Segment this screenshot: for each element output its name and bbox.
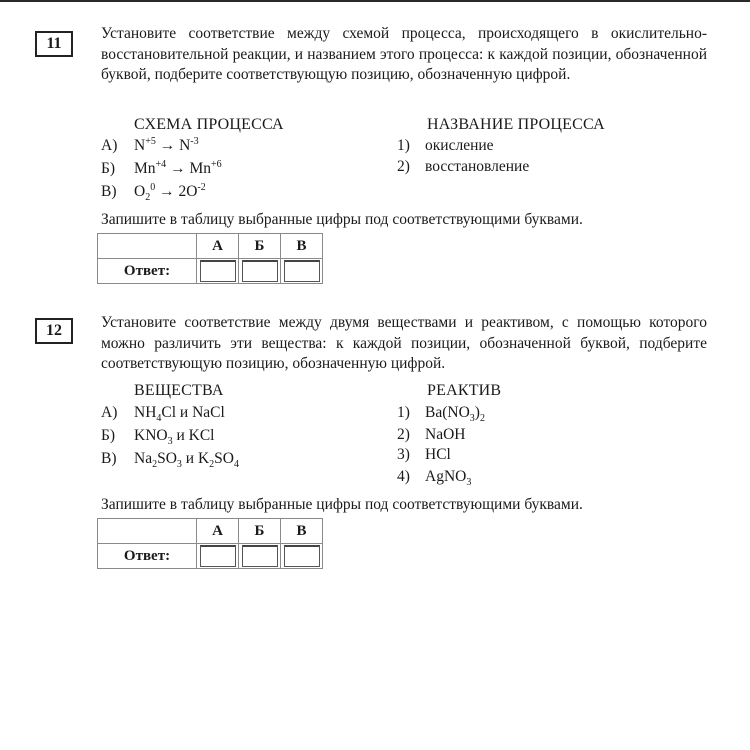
column-header: Б [239, 519, 281, 544]
substance-formula: $KNO_3$ и KCl [134, 427, 215, 448]
task-prompt: Установите соответствие между двумя веществами и реактивом, с помощью которого можно различить эти вещества: к каждой позиции, обозначенной буквой, подберите соответствующую позицию, обозначенную цифрой. [101, 314, 707, 372]
answer-table [97, 233, 323, 284]
reagent-formula: AgNO$_3$ [425, 468, 472, 489]
column-header: В [281, 234, 323, 259]
scheme-item: А) $N^{+5} \to N^{-3}$ [101, 135, 199, 154]
scheme-formula: $O_2^0 \to 2O^{-2}$ [134, 181, 206, 204]
answer-table [97, 518, 323, 569]
left-column-header: ВЕЩЕСТВА [134, 382, 224, 399]
column-header: А [197, 234, 239, 259]
answer-cell[interactable] [284, 545, 320, 567]
task-number: 11 [35, 31, 73, 57]
task-number: 12 [35, 318, 73, 344]
scheme-item: В) $O_2^0 \to 2O^{-2}$ [101, 181, 206, 204]
reagent-item: 4) AgNO$_3$ [397, 468, 472, 489]
right-column-header: РЕАКТИВ [427, 382, 502, 399]
scheme-formula: $N^{+5} \to N^{-3}$ [134, 135, 199, 154]
instruction: Запишите в таблицу выбранные цифры под соответствующими буквами. [101, 211, 583, 228]
substance-item: В) $Na_2SO_3$ и $K_2SO_4$ [101, 450, 239, 471]
column-header: Б [239, 234, 281, 259]
process-item: 1) окисление [397, 137, 494, 154]
instruction: Запишите в таблицу выбранные цифры под соответствующими буквами. [101, 496, 583, 513]
column-header: В [281, 519, 323, 544]
answer-label: Ответ: [98, 259, 197, 284]
substance-item: А) $NH_4Cl$ и NaCl [101, 404, 225, 425]
left-column-header: СХЕМА ПРОЦЕССА [134, 116, 284, 133]
answer-cell[interactable] [200, 260, 236, 282]
process-item: 2) восстановление [397, 158, 530, 175]
scheme-formula: $Mn^{+4} \to Mn^{+6}$ [134, 158, 222, 177]
reagent-formula: NaOH [425, 426, 466, 443]
top-rule [0, 0, 750, 2]
reagent-item: 3) HCl [397, 446, 451, 463]
answer-cell[interactable] [242, 545, 278, 567]
answer-label: Ответ: [98, 544, 197, 569]
right-column-header: НАЗВАНИЕ ПРОЦЕССА [427, 116, 605, 133]
reagent-formula: HCl [425, 446, 451, 463]
task-prompt: Установите соответствие между схемой процесса, происходящего в окислительно-восстановительной реакции, и названием этого процесса: к каждой позиции, обозначенной буквой, подберите соответствующую позицию, обозначенную цифрой. [101, 25, 707, 83]
reagent-item: 1) $Ba(NO_3)_2$ [397, 404, 485, 425]
answer-cell[interactable] [284, 260, 320, 282]
substance-formula: $NH_4Cl$ и NaCl [134, 404, 225, 425]
column-header: А [197, 519, 239, 544]
substance-item: Б) $KNO_3$ и KCl [101, 427, 215, 448]
reagent-formula: $Ba(NO_3)_2$ [425, 404, 485, 425]
answer-cell[interactable] [242, 260, 278, 282]
answer-cell[interactable] [200, 545, 236, 567]
reagent-item: 2) NaOH [397, 426, 466, 443]
scheme-item: Б) $Mn^{+4} \to Mn^{+6}$ [101, 158, 222, 177]
substance-formula: $Na_2SO_3$ и $K_2SO_4$ [134, 450, 239, 471]
